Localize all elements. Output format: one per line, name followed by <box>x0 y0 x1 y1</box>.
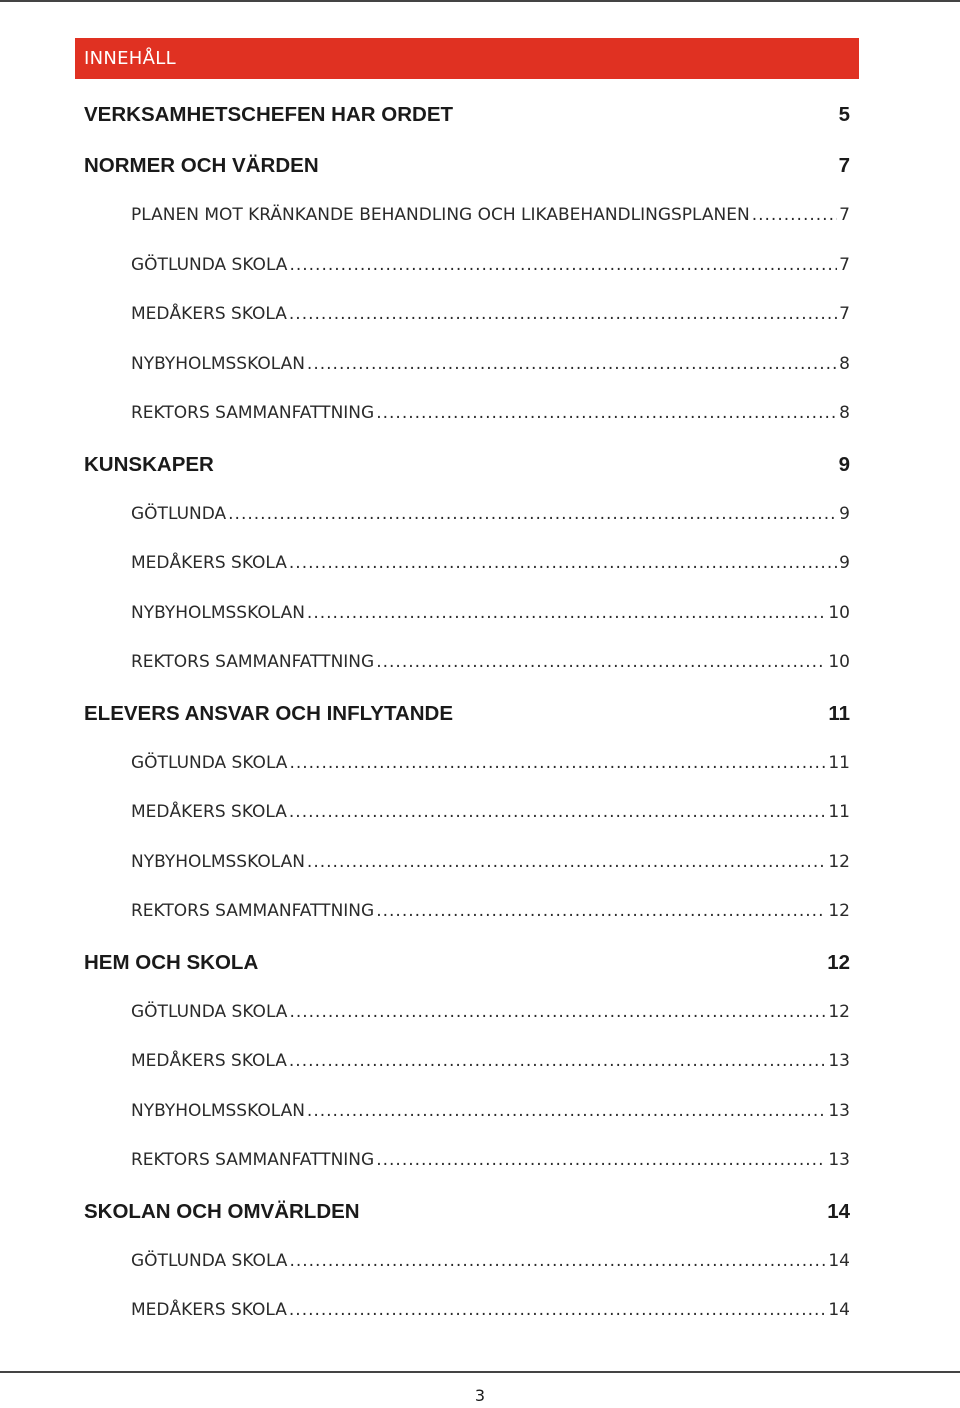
toc-section-entry[interactable] <box>84 688 850 739</box>
toc-subsection-entry[interactable] <box>84 1087 850 1137</box>
toc-dot-leader <box>307 1087 826 1137</box>
toc-subsection-entry[interactable] <box>84 241 850 291</box>
toc-entry-title: GÖTLUNDA SKOLA <box>131 752 288 773</box>
toc-entry-title: PLANEN MOT KRÄNKANDE BEHANDLING OCH LIKABEHANDLINGSPLANEN <box>131 205 750 225</box>
toc-dot-leader <box>289 739 826 789</box>
toc-entry-page: 9 <box>839 503 850 524</box>
toc-entry-title: KUNSKAPER <box>84 452 214 476</box>
toc-entry-page: 13 <box>828 1051 850 1071</box>
toc-subsection-entry[interactable] <box>84 539 850 589</box>
toc-entry-page: 14 <box>828 1250 850 1271</box>
toc-entry-title: MEDÅKERS SKOLA <box>131 802 287 822</box>
toc-entry-page: 11 <box>828 701 850 725</box>
toc-subsection-entry[interactable] <box>84 589 850 639</box>
toc-entry-page: 10 <box>828 602 850 623</box>
toc-header-title: INNEHÅLL <box>84 48 176 69</box>
toc-entry-page: 12 <box>828 851 850 872</box>
toc-entry-page: 8 <box>839 353 850 374</box>
toc-entry-title: NYBYHOLMSSKOLAN <box>131 1100 305 1121</box>
toc-subsection-entry[interactable] <box>84 191 850 241</box>
toc-entry-title: REKTORS SAMMANFATTNING <box>131 652 375 672</box>
toc-entry-title: NORMER OCH VÄRDEN <box>84 154 319 177</box>
toc-entry-title: REKTORS SAMMANFATTNING <box>131 1150 375 1170</box>
toc-section-entry[interactable] <box>84 1186 850 1237</box>
toc-entry-title: VERKSAMHETSCHEFEN HAR ORDET <box>84 103 454 126</box>
toc-dot-leader <box>228 490 837 540</box>
toc-dot-leader <box>752 191 837 241</box>
toc-entry-title: GÖTLUNDA SKOLA <box>131 254 288 275</box>
toc-subsection-entry[interactable] <box>84 638 850 688</box>
toc-dot-leader <box>307 838 826 888</box>
toc-dot-leader <box>289 788 826 838</box>
toc-dot-leader <box>376 1136 826 1186</box>
toc-subsection-entry[interactable] <box>84 1136 850 1186</box>
footer-rule <box>0 1371 960 1373</box>
toc-dot-leader <box>376 638 826 688</box>
toc-entry-title: SKOLAN OCH OMVÄRLDEN <box>84 1199 360 1223</box>
toc-entry-page: 8 <box>839 403 850 423</box>
toc-dot-leader <box>289 539 837 589</box>
toc-entry-title: HEM OCH SKOLA <box>84 950 259 974</box>
toc-dot-leader <box>289 1286 826 1336</box>
toc-entry-title: NYBYHOLMSSKOLAN <box>131 353 305 374</box>
toc-dot-leader <box>289 988 826 1038</box>
toc-section-entry[interactable] <box>84 937 850 988</box>
toc-entry-page: 9 <box>838 452 850 476</box>
toc-entry-title: MEDÅKERS SKOLA <box>131 553 287 573</box>
toc-dot-leader <box>307 589 826 639</box>
toc-dot-leader <box>289 241 837 291</box>
toc-entry-title: MEDÅKERS SKOLA <box>131 304 287 324</box>
toc-subsection-entry[interactable] <box>84 739 850 789</box>
toc-entry-page: 13 <box>828 1150 850 1170</box>
toc-subsection-entry[interactable] <box>84 887 850 937</box>
toc-entry-page: 7 <box>838 154 850 177</box>
toc-subsection-entry[interactable] <box>84 1286 850 1336</box>
toc-entry-title: MEDÅKERS SKOLA <box>131 1051 287 1071</box>
toc-entry-title: ELEVERS ANSVAR OCH INFLYTANDE <box>84 701 454 725</box>
top-rule <box>0 0 960 2</box>
page-number: 3 <box>474 1386 486 1405</box>
toc-entry-title: NYBYHOLMSSKOLAN <box>131 851 305 872</box>
toc-entry-title: GÖTLUNDA <box>131 503 227 524</box>
toc-dot-leader <box>289 1237 826 1287</box>
toc-entry-page: 12 <box>828 1001 850 1022</box>
toc-entry-title: MEDÅKERS SKOLA <box>131 1300 287 1320</box>
toc-entry-title: REKTORS SAMMANFATTNING <box>131 403 375 423</box>
toc-entry-title: NYBYHOLMSSKOLAN <box>131 602 305 623</box>
toc-entry-page: 11 <box>828 752 850 773</box>
toc-dot-leader <box>307 340 837 390</box>
toc-entry-page: 13 <box>828 1100 850 1121</box>
toc-entry-page: 12 <box>828 901 850 921</box>
toc-subsection-entry[interactable] <box>84 838 850 888</box>
toc-subsection-entry[interactable] <box>84 788 850 838</box>
toc-section-entry[interactable] <box>84 140 850 191</box>
toc-dot-leader <box>289 1037 826 1087</box>
toc-entry-title: GÖTLUNDA SKOLA <box>131 1250 288 1271</box>
toc-entry-page: 9 <box>839 553 850 573</box>
toc-entry-page: 5 <box>838 103 850 126</box>
toc-header-bar <box>75 38 859 79</box>
toc-entry-page: 14 <box>827 1199 850 1223</box>
toc-dot-leader <box>289 290 837 340</box>
toc-subsection-entry[interactable] <box>84 340 850 390</box>
toc-entry-title: GÖTLUNDA SKOLA <box>131 1001 288 1022</box>
toc-subsection-entry[interactable] <box>84 1237 850 1287</box>
toc-subsection-entry[interactable] <box>84 290 850 340</box>
toc-entry-page: 7 <box>839 205 850 225</box>
toc-subsection-entry[interactable] <box>84 389 850 439</box>
toc-entry-page: 7 <box>839 254 850 275</box>
toc-entry-title: REKTORS SAMMANFATTNING <box>131 901 375 921</box>
toc-section-entry[interactable] <box>84 89 850 140</box>
toc-entry-page: 7 <box>839 304 850 324</box>
toc-dot-leader <box>376 887 826 937</box>
toc-section-entry[interactable] <box>84 439 850 490</box>
toc-subsection-entry[interactable] <box>84 490 850 540</box>
table-of-contents <box>84 89 850 1336</box>
toc-entry-page: 10 <box>828 652 850 672</box>
toc-subsection-entry[interactable] <box>84 988 850 1038</box>
toc-subsection-entry[interactable] <box>84 1037 850 1087</box>
toc-entry-page: 14 <box>828 1300 850 1320</box>
toc-entry-page: 11 <box>828 802 850 822</box>
toc-dot-leader <box>376 389 837 439</box>
toc-entry-page: 12 <box>827 950 850 974</box>
